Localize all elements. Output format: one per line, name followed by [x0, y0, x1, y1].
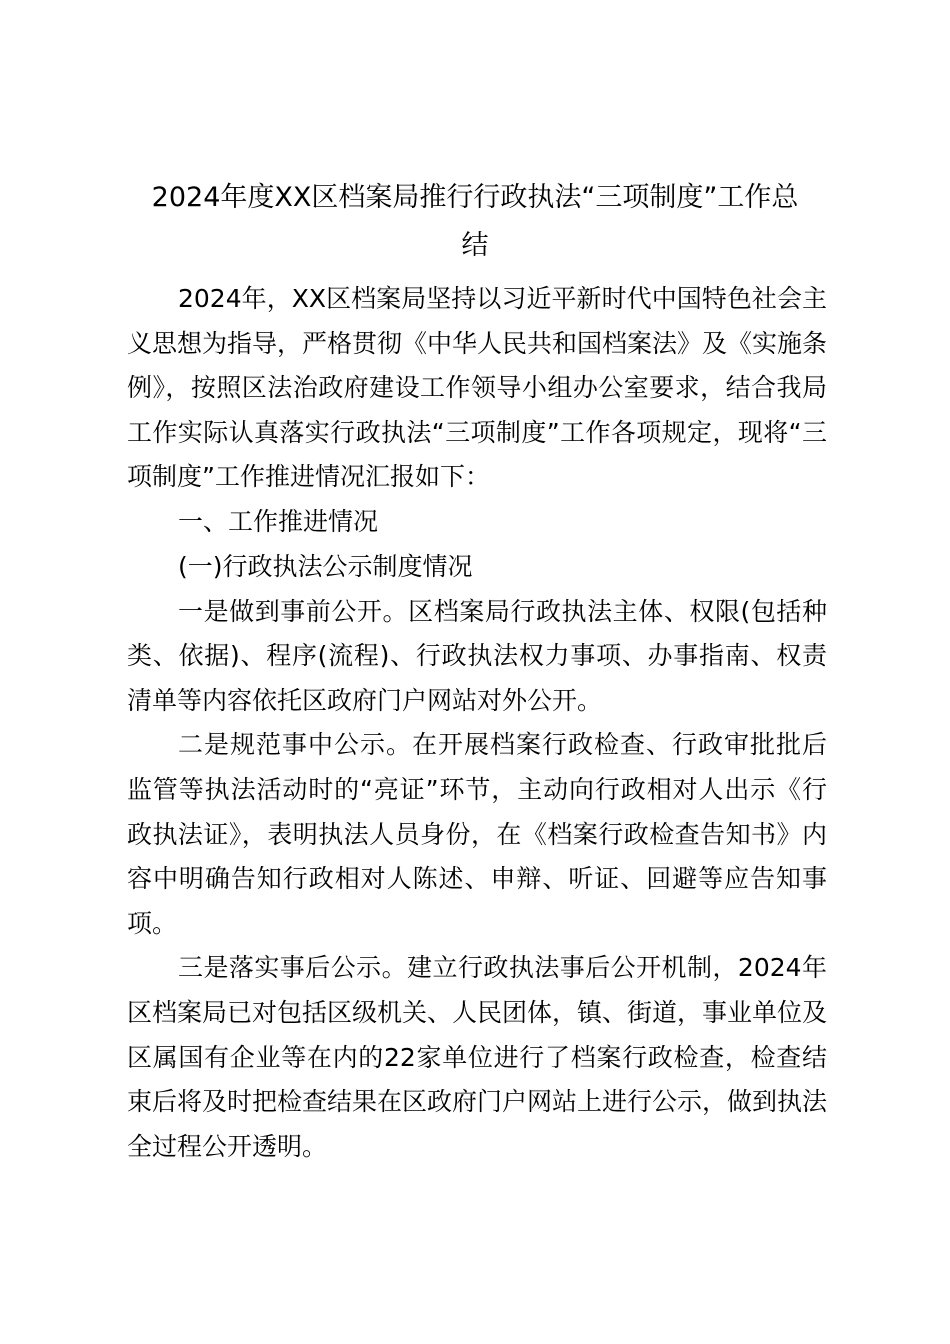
subsection-heading: (一)行政执法公示制度情况	[178, 552, 473, 582]
section-heading: 一、工作推进情况	[178, 507, 379, 537]
title-line-1: 2024年度XX区档案局推行行政执法“三项制度”工作总	[151, 182, 799, 213]
intro-paragraph: 2024年，XX区档案局坚持以习近平新时代中国特色社会主义思想为指导，严格贯彻《中华人民共和国档案法》及《实施条例》，按照区法治政府建设工作领导小组办公室要求，结合我局工作实际认真落实行政执法“三项制度”工作各项规定，现将“三项制度”工作推进情况汇报如下：	[127, 284, 828, 492]
paragraph-prior-disclosure: 一是做到事前公开。区档案局行政执法主体、权限(包括种类、依据)、程序(流程)、行政执法权力事项、办事指南、权责清单等内容依托区政府门户网站对外公开。	[127, 596, 827, 715]
paragraph-post-disclosure: 三是落实事后公示。建立行政执法事后公开机制，2024年区档案局已对包括区级机关、人民团体，镇、街道，事业单位及区属国有企业等在内的22家单位进行了档案行政检查，检查结束后将及时把检查结果在区政府门户网站上进行公示，做到执法全过程公开透明。	[127, 953, 828, 1161]
document-title	[110, 174, 840, 270]
paragraph-in-process-disclosure: 二是规范事中公示。在开展档案行政检查、行政审批批后监管等执法活动时的“亮证”环节，主动向行政相对人出示《行政执法证》，表明执法人员身份，在《档案行政检查告知书》内容中明确告知行政相对人陈述、申辩、听证、回避等应告知事项。	[127, 730, 827, 938]
document-body	[127, 277, 827, 1169]
title-line-2: 结	[461, 230, 489, 261]
